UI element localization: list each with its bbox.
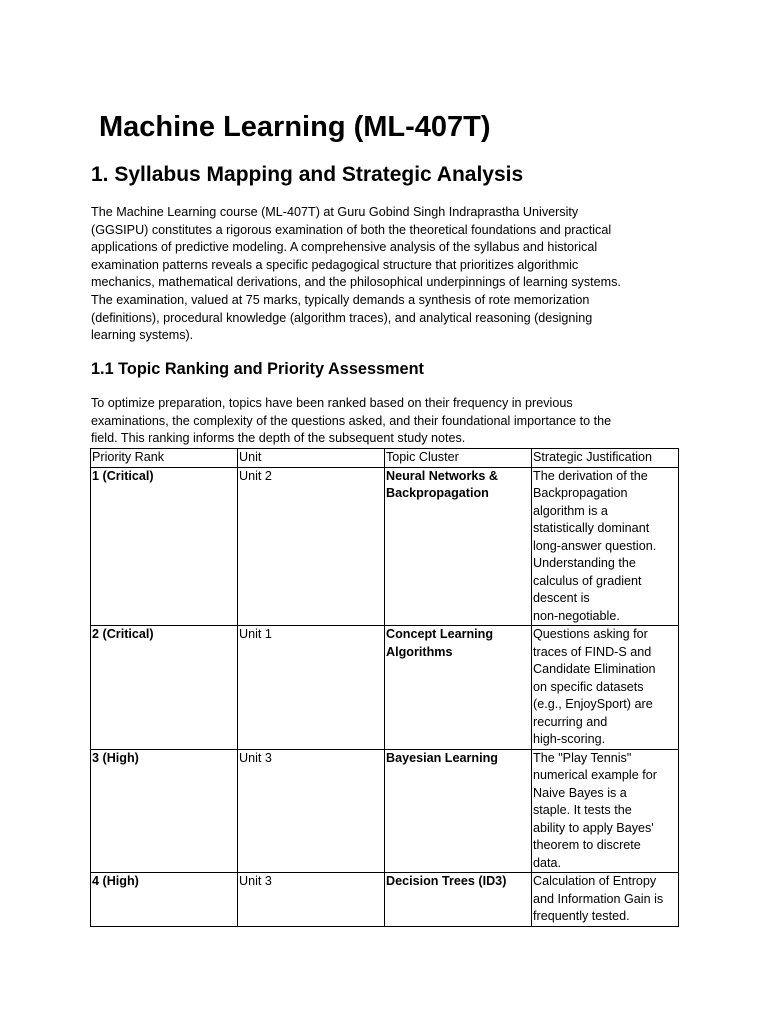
cell-line: Decision Trees (ID3) [386, 874, 507, 888]
paragraph-line: To optimize preparation, topics have been ranked based on their frequency in previous [91, 396, 573, 410]
cell-line: long-answer question. [533, 538, 657, 553]
cell-line: traces of FIND-S and [533, 644, 652, 659]
document-title: Machine Learning (ML-407T) [99, 111, 491, 143]
cell-line: frequently tested. [533, 909, 630, 923]
cell-strategic-justification [532, 749, 679, 873]
cell-strategic-justification [532, 467, 679, 626]
table-header-row [91, 449, 679, 468]
cell-line: theorem to discrete [533, 838, 641, 852]
cell-topic-cluster [385, 467, 532, 626]
paragraph-line: applications of predictive modeling. A comprehensive analysis of the syllabus and historical [91, 240, 598, 255]
table-row [91, 873, 679, 927]
cell-priority-rank: 3 (High) [91, 749, 238, 873]
cell-priority-rank: 4 (High) [91, 873, 238, 927]
cell-line: statistically dominant [533, 521, 650, 535]
cell-line: (e.g., EnjoySport) are [533, 697, 653, 711]
cell-line: descent is [533, 591, 590, 605]
cell-line: Understanding the [533, 556, 636, 570]
cell-line: Bayesian Learning [386, 750, 498, 765]
cell-strategic-justification [532, 626, 679, 750]
cell-line: Backpropagation [386, 486, 489, 500]
cell-line: high-scoring. [533, 732, 606, 746]
cell-priority-rank: 1 (Critical) [91, 467, 238, 626]
cell-line: staple. It tests the [533, 803, 632, 817]
subsection-heading-topic-ranking: 1.1 Topic Ranking and Priority Assessment [91, 360, 424, 378]
cell-line: Candidate Elimination [533, 662, 656, 676]
cell-line: Backpropagation [533, 486, 628, 500]
priority-table [90, 448, 679, 927]
column-header-topic-cluster: Topic Cluster [385, 449, 532, 468]
paragraph-line: examination patterns reveals a specific pedagogical structure that prioritizes algorithmic [91, 257, 579, 272]
cell-line: recurring and [533, 714, 608, 729]
subsection-paragraph-ranking [91, 395, 681, 448]
cell-line: Concept Learning [386, 627, 494, 641]
paragraph-line: field. This ranking informs the depth of the subsequent study notes. [91, 431, 466, 446]
cell-line: on specific datasets [533, 679, 644, 694]
cell-line: Calculation of Entropy [533, 874, 657, 888]
paragraph-line: (definitions), procedural knowledge (algorithm traces), and analytical reasoning (designing [91, 310, 593, 325]
table-row [91, 749, 679, 873]
section-heading-syllabus-mapping: 1. Syllabus Mapping and Strategic Analysis [91, 163, 524, 186]
cell-topic-cluster [385, 626, 532, 750]
cell-line: Naive Bayes is a [533, 785, 627, 800]
cell-line: ability to apply Bayes' [533, 820, 654, 835]
column-header-strategic-justification: Strategic Justification [532, 449, 679, 468]
cell-unit: Unit 3 [238, 873, 385, 927]
cell-line: non-negotiable. [533, 608, 620, 623]
cell-topic-cluster [385, 873, 532, 927]
paragraph-line: learning systems). [91, 328, 194, 343]
cell-line: data. [533, 855, 562, 870]
table-row [91, 626, 679, 750]
cell-priority-rank: 2 (Critical) [91, 626, 238, 750]
cell-line: calculus of gradient [533, 573, 642, 588]
cell-line: The derivation of the [533, 468, 648, 483]
cell-unit: Unit 1 [238, 626, 385, 750]
cell-line: algorithm is a [533, 503, 608, 518]
paragraph-line: (GGSIPU) constitutes a rigorous examination of both the theoretical foundations and practical [91, 222, 612, 237]
cell-line: and Information Gain is [533, 891, 664, 906]
cell-line: numerical example for [533, 768, 657, 782]
cell-unit: Unit 2 [238, 467, 385, 626]
section-paragraph-intro [91, 204, 681, 345]
cell-unit: Unit 3 [238, 749, 385, 873]
cell-line: Neural Networks & [386, 468, 498, 483]
cell-line: Questions asking for [533, 627, 648, 641]
cell-line: The "Play Tennis" [533, 750, 632, 765]
cell-line: Algorithms [386, 644, 453, 659]
paragraph-line: mechanics, mathematical derivations, and the philosophical underpinnings of learning systems. [91, 275, 621, 290]
paragraph-line: The examination, valued at 75 marks, typically demands a synthesis of rote memorization [91, 292, 590, 307]
column-header-priority-rank: Priority Rank [91, 449, 238, 468]
cell-topic-cluster [385, 749, 532, 873]
paragraph-line: The Machine Learning course (ML-407T) at Guru Gobind Singh Indraprastha University [91, 205, 579, 219]
column-header-unit: Unit [238, 449, 385, 468]
cell-strategic-justification [532, 873, 679, 927]
table-row [91, 467, 679, 626]
paragraph-line: examinations, the complexity of the questions asked, and their foundational importance to the [91, 413, 612, 428]
